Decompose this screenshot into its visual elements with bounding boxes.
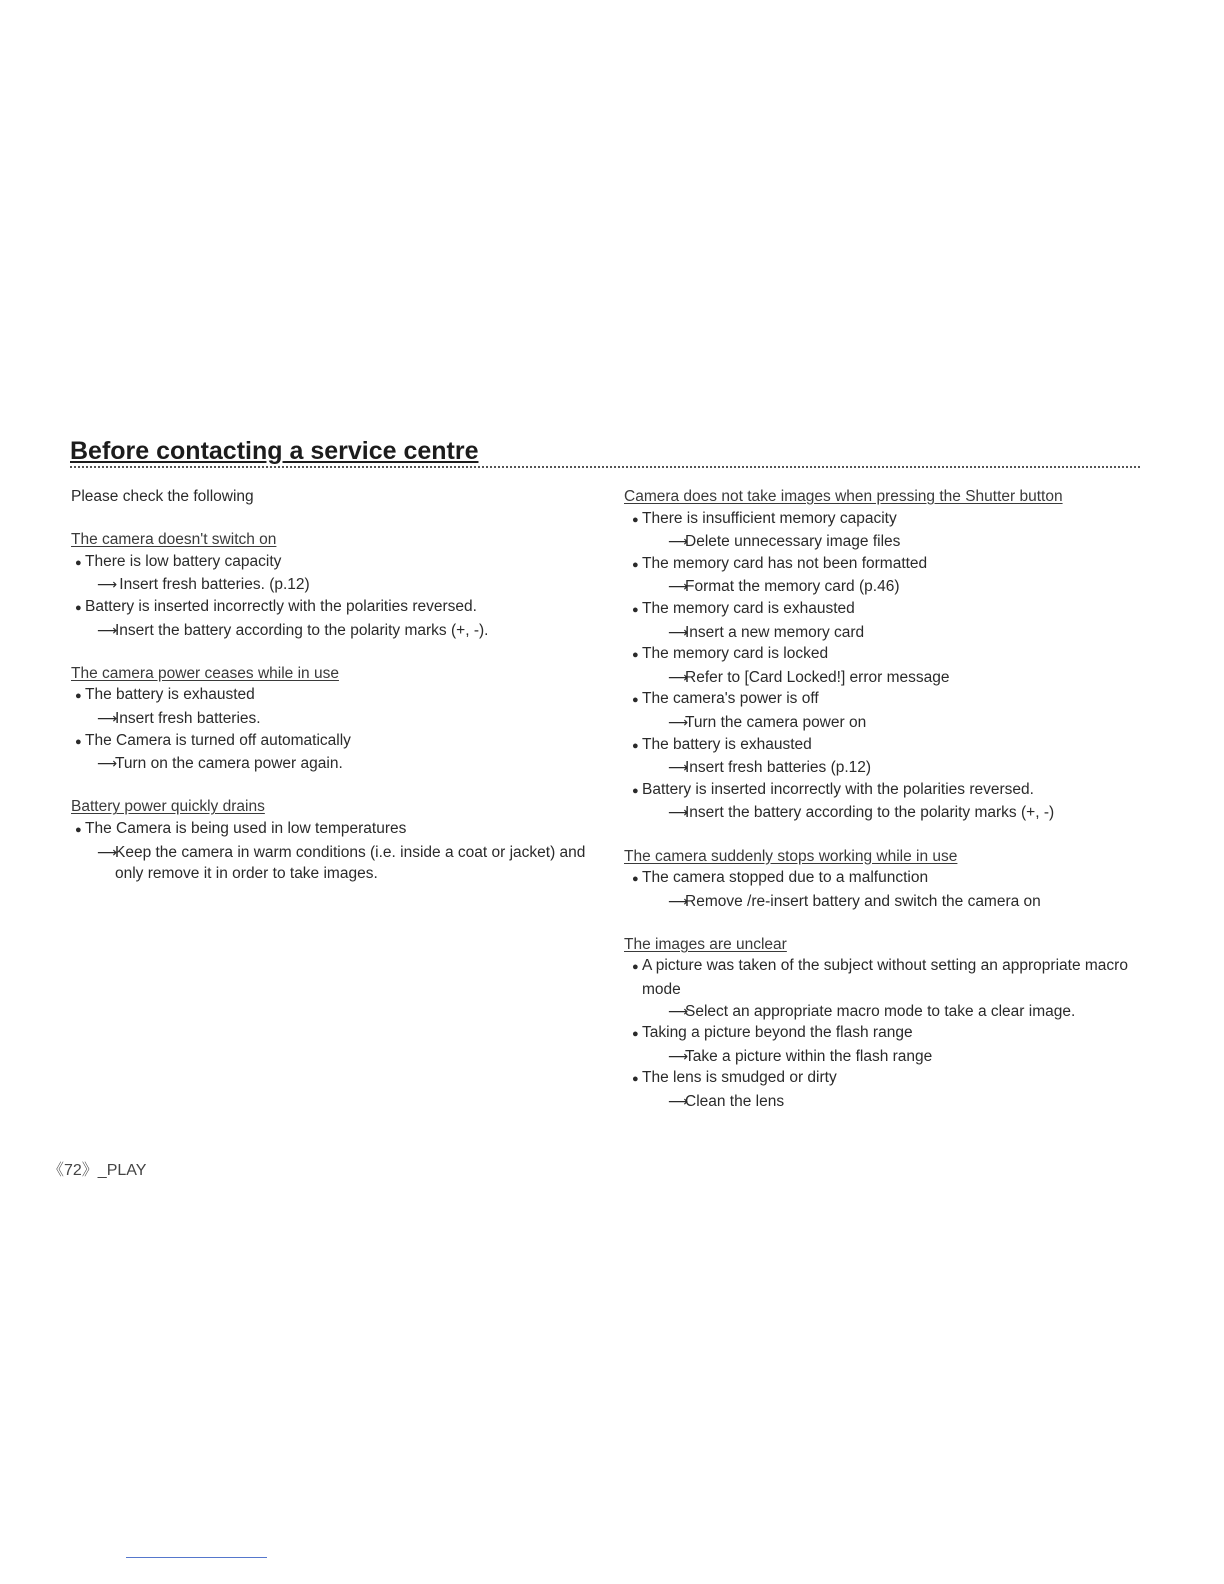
remedy-item	[624, 1046, 1144, 1068]
bullet-icon: ●	[632, 784, 639, 797]
remedy-item	[71, 842, 601, 885]
section-heading: The camera doesn't switch on	[71, 531, 277, 549]
remedy-item	[624, 712, 1144, 734]
page-footer: 《72》_PLAY	[48, 1162, 147, 1179]
left-sections	[71, 529, 601, 885]
remedy-text: Remove /re-insert battery and switch the camera on	[685, 892, 1041, 910]
remedy-item	[71, 708, 601, 730]
cause-text: The camera's power is off	[642, 690, 819, 708]
remedy-text: Format the memory card (p.46)	[685, 578, 900, 596]
right-sections	[624, 486, 1144, 1113]
remedy-item	[71, 574, 601, 596]
page-title-rule	[70, 436, 1140, 468]
remedy-text: Select an appropriate macro mode to take a clear image.	[685, 1002, 1076, 1020]
remedy-text: Insert the battery according to the polarity marks (+, -)	[685, 804, 1055, 822]
bullet-icon: ●	[632, 694, 639, 707]
cause-text: There is insufficient memory capacity	[642, 509, 897, 527]
cause-text: Battery is inserted incorrectly with the polarities reversed.	[85, 597, 477, 615]
cause-text: The Camera is turned off automatically	[85, 731, 351, 749]
section-heading: The camera suddenly stops working while in use	[624, 847, 958, 865]
arrow-icon: ⟶	[668, 1093, 689, 1110]
cause-item	[624, 688, 1144, 712]
remedy-text: Turn on the camera power again.	[115, 755, 343, 773]
arrow-icon: ⟶	[97, 576, 118, 593]
cause-item	[71, 730, 601, 754]
cause-text: The battery is exhausted	[642, 735, 812, 753]
remedy-text: Turn the camera power on	[685, 713, 867, 731]
bullet-icon: ●	[632, 649, 639, 662]
scan-line-decoration	[126, 1557, 267, 1558]
remedy-item	[71, 620, 601, 642]
cause-text: The memory card is locked	[642, 645, 829, 663]
remedy-text: Refer to [Card Locked!] error message	[685, 668, 950, 686]
cause-item	[624, 955, 1144, 1000]
remedy-text: Insert fresh batteries. (p.12)	[115, 576, 310, 594]
cause-item	[624, 643, 1144, 667]
troubleshooting-section	[624, 486, 1144, 824]
section-heading: Camera does not take images when pressing the Shutter button	[624, 488, 1063, 505]
cause-text: Battery is inserted incorrectly with the polarities reversed.	[642, 780, 1034, 798]
arrow-icon: ⟶	[668, 578, 689, 595]
cause-item	[71, 596, 601, 620]
remedy-item	[624, 757, 1144, 779]
bullet-icon: ●	[632, 961, 639, 974]
left-column	[71, 486, 601, 906]
cause-item	[624, 508, 1144, 532]
troubleshooting-section	[71, 529, 601, 641]
remedy-item	[624, 802, 1144, 824]
troubleshooting-section	[71, 663, 601, 775]
arrow-icon: ⟶	[668, 533, 689, 550]
bullet-icon: ●	[75, 601, 82, 614]
remedy-item	[624, 1091, 1144, 1113]
cause-text: The camera stopped due to a malfunction	[642, 869, 929, 887]
remedy-item	[624, 622, 1144, 644]
cause-item	[624, 553, 1144, 577]
cause-text: The memory card is exhausted	[642, 599, 855, 617]
arrow-icon: ⟶	[668, 713, 689, 730]
cause-text: The Camera is being used in low temperatures	[85, 819, 407, 837]
arrow-icon: ⟶	[668, 804, 689, 821]
cause-item	[71, 551, 601, 575]
troubleshooting-section	[624, 846, 1144, 913]
cause-item	[624, 734, 1144, 758]
section-heading: The camera power ceases while in use	[71, 664, 339, 682]
remedy-text: Insert fresh batteries.	[115, 709, 261, 727]
remedy-text: Clean the lens	[685, 1093, 785, 1111]
remedy-text: Insert fresh batteries (p.12)	[685, 759, 872, 777]
arrow-icon: ⟶	[668, 1047, 689, 1064]
troubleshooting-section	[71, 796, 601, 884]
arrow-icon: ⟶	[97, 709, 118, 726]
arrow-icon: ⟶	[668, 668, 689, 685]
remedy-item	[71, 753, 601, 775]
bullet-icon: ●	[632, 558, 639, 571]
cause-text: The memory card has not been formatted	[642, 554, 928, 572]
cause-item	[624, 598, 1144, 622]
cause-text: The battery is exhausted	[85, 686, 255, 704]
section-heading: The images are unclear	[624, 935, 787, 953]
cause-text: A picture was taken of the subject without setting an appropriate macro mode	[642, 957, 1128, 999]
cause-text: The lens is smudged or dirty	[642, 1069, 837, 1087]
cause-text: Taking a picture beyond the flash range	[642, 1024, 913, 1042]
remedy-text: Insert the battery according to the polarity marks (+, -).	[115, 621, 489, 639]
remedy-text: Keep the camera in warm conditions (i.e. inside a coat or jacket) and only remove it in order to take images.	[115, 843, 586, 883]
bullet-icon: ●	[75, 735, 82, 748]
cause-item	[71, 684, 601, 708]
cause-item	[624, 1067, 1144, 1091]
bullet-icon: ●	[75, 690, 82, 703]
intro-text: Please check the following	[71, 488, 254, 505]
remedy-item	[624, 531, 1144, 553]
bullet-icon: ●	[632, 739, 639, 752]
bullet-icon: ●	[632, 1028, 639, 1041]
remedy-item	[624, 667, 1144, 689]
cause-text: There is low battery capacity	[85, 552, 282, 570]
section-heading: Battery power quickly drains	[71, 798, 265, 816]
bullet-icon: ●	[632, 1073, 639, 1086]
cause-item	[624, 1022, 1144, 1046]
cause-item	[71, 818, 601, 842]
arrow-icon: ⟶	[668, 623, 689, 640]
troubleshooting-section	[624, 934, 1144, 1113]
bullet-icon: ●	[75, 556, 82, 569]
remedy-item	[624, 1001, 1144, 1023]
arrow-icon: ⟶	[97, 621, 118, 638]
cause-item	[624, 867, 1144, 891]
bullet-icon: ●	[632, 513, 639, 526]
right-column	[624, 486, 1144, 1134]
remedy-text: Insert a new memory card	[685, 623, 865, 641]
arrow-icon: ⟶	[668, 892, 689, 909]
bullet-icon: ●	[632, 873, 639, 886]
arrow-icon: ⟶	[97, 755, 118, 772]
remedy-item	[624, 576, 1144, 598]
remedy-item	[624, 891, 1144, 913]
arrow-icon: ⟶	[97, 843, 118, 860]
remedy-text: Take a picture within the flash range	[685, 1047, 933, 1065]
bullet-icon: ●	[632, 603, 639, 616]
arrow-icon: ⟶	[668, 1002, 689, 1019]
remedy-text: Delete unnecessary image files	[685, 533, 901, 551]
cause-item	[624, 779, 1144, 803]
bullet-icon: ●	[75, 823, 82, 836]
arrow-icon: ⟶	[668, 759, 689, 776]
page-title: Before contacting a service centre	[70, 437, 479, 465]
